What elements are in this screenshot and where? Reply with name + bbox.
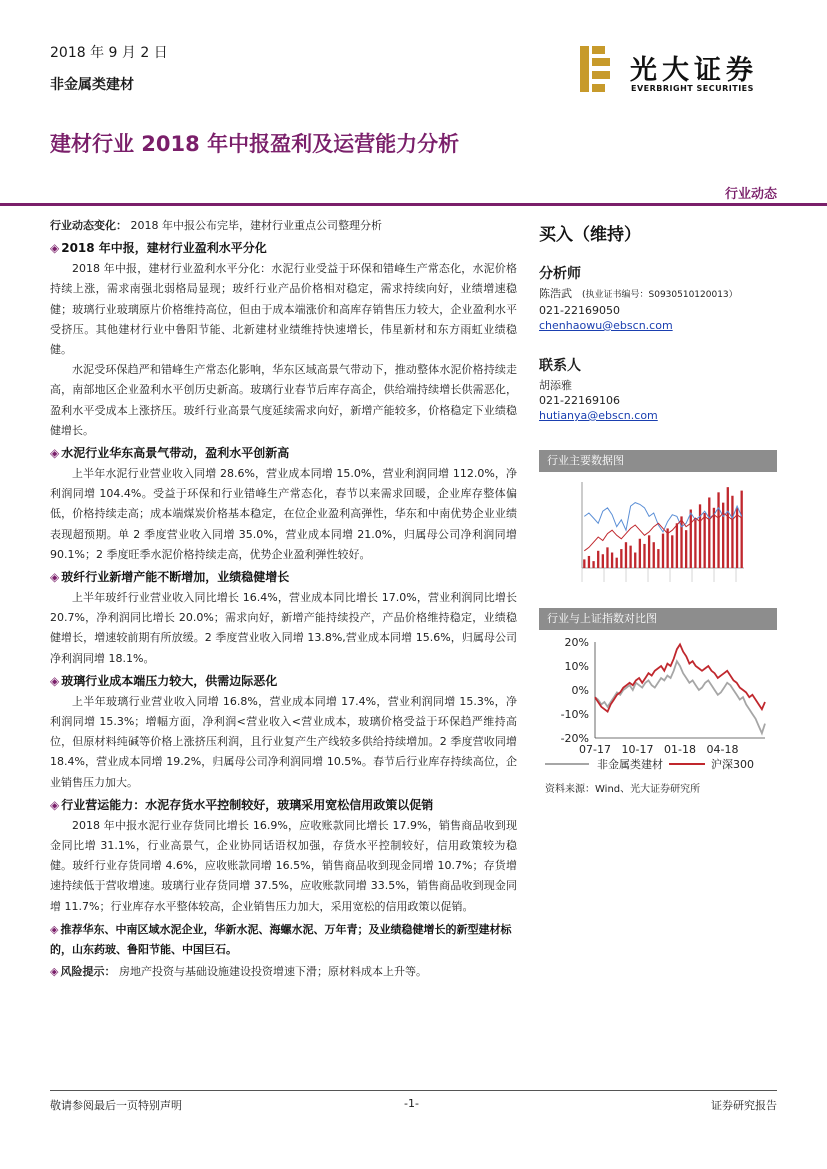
risk-note: [50, 962, 517, 982]
index-compare-chart: [539, 632, 777, 780]
section-heading-4: [50, 670, 517, 692]
contact-phone: 021-22169106: [539, 394, 620, 407]
mini-bar: [611, 553, 613, 568]
mini-bar: [629, 546, 631, 568]
y-tick-label: 0%: [571, 684, 589, 697]
report-type: 行业动态: [724, 187, 777, 202]
header-divider: [0, 203, 827, 206]
analyst-phone: 021-22169050: [539, 304, 620, 317]
section-3-paragraph: 上半年玻纤行业营业收入同比增长 16.4%，营业成本同比增长 17.0%，营业利润同比增长 20.7%，净利润同比增长 20.0%；需求向好，新增产能持续投产，产品价格维持稳定，业绩稳健增长，增速较前期有所放缓。2 季度营业收入同增 13.8%,营业成本同增 15.6%，归属母公司净利润同增 18.1%。: [50, 591, 517, 665]
legend-hs300-label: 沪深300: [711, 758, 754, 771]
page-number: -1-: [404, 1097, 419, 1110]
sector-label: 非金属类建材: [50, 77, 134, 93]
diamond-bullet-icon: ◈: [50, 241, 60, 256]
section-heading-2: [50, 442, 517, 464]
mini-bar: [727, 487, 729, 568]
analyst-email-link[interactable]: chenhaowu@ebscn.com: [539, 319, 673, 332]
chart-source: 资料来源：Wind、光大证券研究所: [545, 784, 701, 795]
mini-bar: [653, 542, 655, 568]
mini-bar: [662, 534, 664, 568]
y-tick-label: -10%: [560, 708, 589, 721]
contact-name: 胡添雅: [539, 379, 572, 392]
footer-divider: [50, 1090, 777, 1091]
section-heading-1-text: 2018 年中报，建材行业盈利水平分化: [61, 241, 267, 256]
mini-bar: [713, 508, 715, 568]
everbright-logo-icon: [580, 46, 614, 92]
mini-bar: [616, 558, 618, 568]
mini-bar: [676, 523, 678, 568]
contact-email-link[interactable]: hutianya@ebscn.com: [539, 409, 658, 422]
main-content: [50, 216, 517, 982]
mini-bar: [736, 508, 738, 568]
diamond-bullet-icon: ◈: [50, 673, 60, 688]
industry-data-box-title: 行业主要数据图: [539, 450, 777, 472]
legend-nonmetal-label: 非金属类建材: [597, 758, 663, 771]
logo-text-en: EVERBRIGHT SECURITIES: [631, 84, 754, 93]
x-tick-label: 01-18: [664, 743, 696, 756]
mini-bar: [588, 556, 590, 568]
mini-bar: [657, 549, 659, 568]
diamond-bullet-icon: ◈: [50, 446, 60, 461]
section-heading-5: [50, 794, 517, 816]
diamond-bullet-icon: ◈: [50, 964, 59, 978]
recommendation: [50, 920, 517, 960]
lead-text: 2018 年中报公布完毕，建材行业重点公司整理分析: [130, 219, 382, 232]
section-1-paragraph-1: 2018 年中报，建材行业盈利水平分化：水泥行业受益于环保和错峰生产常态化，水泥价格持续上涨，需求南强北弱格局显现；玻纤行业产品价格相对稳定，需求持续向好，业绩增速稳健；玻璃行业玻璃原片价格维持高位，但由于成本端涨价和高库存销售压力较大，企业盈利水平受挤压。其他建材行业中鲁阳节能、北新建材业绩维持快速增长，伟星新材和东方雨虹业绩稳健。: [50, 262, 517, 357]
mini-bar: [620, 549, 622, 568]
y-tick-label: 20%: [564, 636, 589, 649]
section-heading-2-text: 水泥行业华东高景气带动，盈利水平创新高: [61, 446, 290, 461]
mini-bar: [606, 547, 608, 568]
risk-label: 风险提示：: [60, 964, 116, 978]
section-heading-4-text: 玻璃行业成本端压力较大，供需边际恶化: [61, 673, 278, 688]
contact-heading: 联系人: [539, 358, 581, 374]
y-tick-label: -20%: [560, 732, 589, 745]
recommendation-text: 推荐华东、中南区域水泥企业，华新水泥、海螺水泥、万年青；及业绩稳健增长的新型建材标的，山东药玻、鲁阳节能、中国巨石。: [50, 922, 512, 956]
mini-bar: [694, 518, 696, 568]
analyst-name: 陈浩武: [539, 287, 572, 300]
mini-bar: [592, 561, 594, 568]
analyst-cert: (执业证书编号：S0930510120013）: [582, 290, 738, 300]
x-tick-label: 07-17: [579, 743, 611, 756]
mini-bar: [643, 544, 645, 568]
analyst-heading: 分析师: [539, 266, 581, 282]
mini-bar: [690, 510, 692, 568]
series-nonmetal-line: [595, 661, 765, 733]
mini-bar: [634, 553, 636, 568]
mini-bar: [708, 497, 710, 568]
section-heading-3: [50, 566, 517, 588]
lead-paragraph: [50, 216, 517, 236]
risk-text: 房地产投资与基础设施建设投资增速下滑；原材料成本上升等。: [118, 964, 427, 978]
section-2-paragraph: 上半年水泥行业营业收入同增 28.6%，营业成本同增 15.0%，营业利润同增 112.0%，净利润同增 104.4%。受益于环保和行业错峰生产常态化，春节以来需求回暖，企业库存整体偏低，价格持续走高；成本端煤炭价格基本稳定，在位企业盈利高弹性，华东和中南优势企业业绩表现超预期。单 2 季度营业收入同增 35.0%，营业成本同增 21.0%，归属母公司净利润同增 90.1%；2 季度旺季水泥价格持续走高，优势企业盈利弹性较好。: [50, 467, 517, 561]
mini-bar: [717, 492, 719, 568]
mini-bar: [741, 491, 743, 568]
diamond-bullet-icon: ◈: [50, 797, 60, 812]
report-date: 2018 年 9 月 2 日: [50, 45, 168, 61]
lead-label: 行业动态变化：: [50, 219, 127, 232]
series-hs300-line: [595, 644, 765, 711]
section-heading-5-text: 行业营运能力：水泥存货水平控制较好，玻璃采用宽松信用政策以促销: [61, 797, 434, 812]
mini-bar: [671, 535, 673, 568]
mini-bar: [731, 496, 733, 568]
rating: 买入（维持）: [539, 225, 641, 245]
section-heading-1: [50, 237, 517, 259]
index-compare-box-title: 行业与上证指数对比图: [539, 608, 777, 630]
section-1-paragraph-2: 水泥受环保趋严和错峰生产常态化影响，华东区域高景气带动下，推动整体水泥价格持续走高，南部地区企业盈利水平创历史新高。玻璃行业春节后库存高企，供给端持续增长供需恶化，盈利水平受成本上涨挤压。玻纤行业高景气度延续需求向好，新增产能较多，价格稳定下业绩稳健增长。: [50, 363, 517, 437]
y-tick-label: 10%: [564, 660, 589, 673]
sidebar: [539, 220, 777, 423]
diamond-bullet-icon: ◈: [50, 922, 59, 936]
mini-bar: [597, 551, 599, 568]
mini-bar: [639, 539, 641, 568]
mini-bar: [648, 535, 650, 568]
mini-bar: [625, 542, 627, 568]
x-tick-label: 10-17: [621, 743, 654, 756]
x-tick-label: 04-18: [706, 743, 739, 756]
section-5-paragraph: 2018 年中报水泥行业存货同比增长 16.9%，应收账款同比增长 17.9%，销售商品收到现金同比增 31.1%，行业高景气，企业协同话语权加强，存货水平控制较好，信用政策较为稳健。玻纤行业存货同增 4.6%，应收账款同增 16.5%，销售商品收到现金同增 10.7%；存货增速持续低于营收增速。玻璃行业存货同增 37.5%，应收账款同增 33.5%，销售商品收到现金同增 11.7%；行业库存水平整体较高，企业销售压力加大，采用宽松的信用政策以促销。: [50, 818, 517, 913]
footer-disclaimer: 敬请参阅最后一页特别声明: [50, 1099, 182, 1112]
mini-bar: [704, 513, 706, 568]
report-title: 建材行业 2018 年中报盈利及运营能力分析: [50, 132, 460, 156]
section-heading-3-text: 玻纤行业新增产能不断增加，业绩稳健增长: [61, 570, 290, 585]
mini-bar: [685, 530, 687, 568]
mini-bar: [666, 528, 668, 568]
logo-text-cn: 光大证券: [630, 55, 758, 86]
section-4-paragraph: 上半年玻璃行业营业收入同增 16.8%，营业成本同增 17.4%，营业利润同增 15.3%，净利润同增 15.3%；增幅方面，净利润<营业收入<营业成本，玻璃价格受益于环保趋严维持高位，但原材料纯碱等价格上涨挤压利润，且行业复产生产线较多供给持续增加。2 季度营收同增 18.4%，营业成本同增 19.2%，归属母公司净利润同增 10.5%。春节后行业库存持续高位，企业销售压力加大。: [50, 694, 517, 789]
brand-logo: [580, 46, 780, 98]
analyst-name-line: [539, 286, 777, 303]
mini-bar: [583, 559, 585, 568]
footer-report-kind: 证券研究报告: [711, 1099, 777, 1112]
mini-bar: [602, 554, 604, 568]
mini-bar: [699, 504, 701, 568]
diamond-bullet-icon: ◈: [50, 570, 60, 585]
industry-data-chart: [572, 478, 752, 586]
